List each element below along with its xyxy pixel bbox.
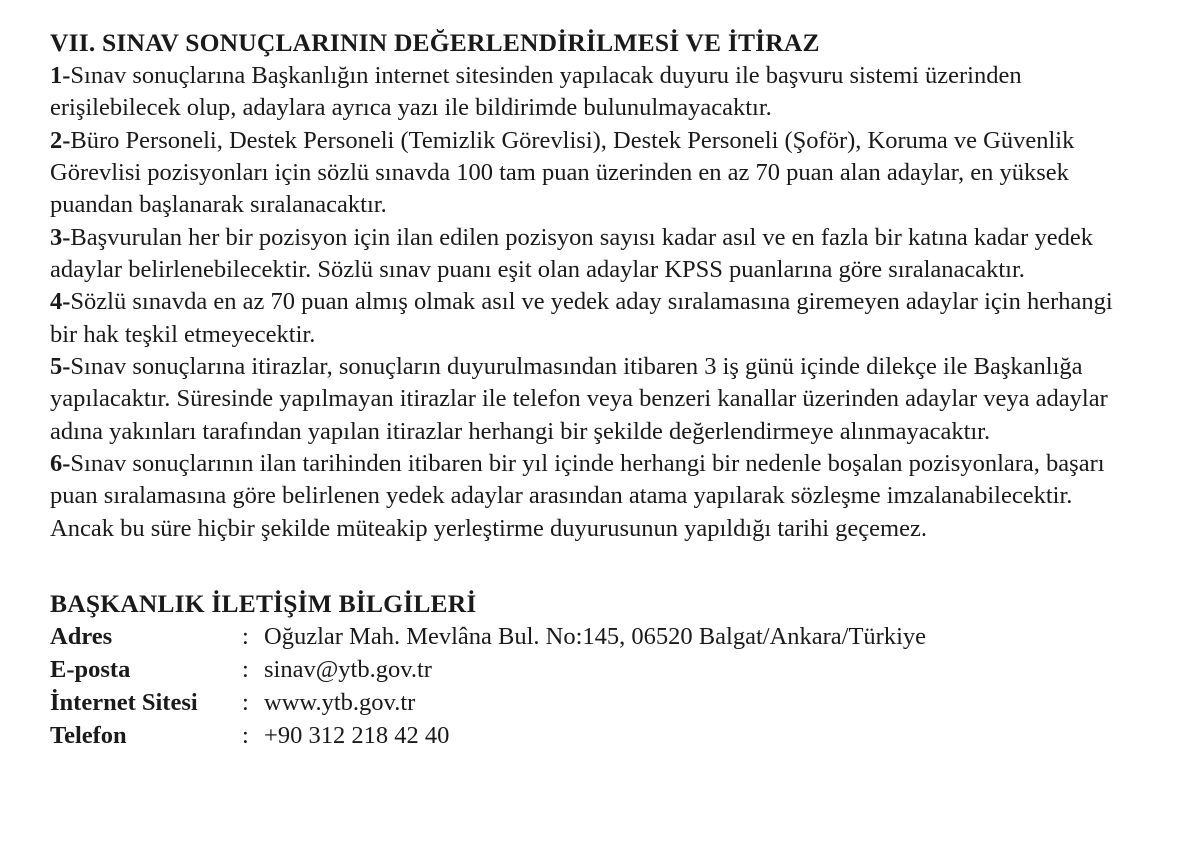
contact-details-table (50, 621, 926, 752)
contact-label-phone: Telefon (50, 721, 127, 749)
paragraph-6-number: 6- (50, 450, 71, 478)
contact-separator: : (242, 688, 249, 716)
paragraph-3-text: Başvurulan her bir pozisyon için ilan edilen pozisyon sayısı kadar asıl ve en fazla bir katına kadar yedek adaylar belirlenebilecektir. Sözlü sınav puanı eşit olan adaylar KPSS puanlarına göre sıralanacaktır. (50, 223, 1093, 284)
paragraph-1-text: Sınav sonuçlarına Başkanlığın internet sitesinden yapılacak duyuru ile başvuru sistemi üzerinden erişilebilecek olup, adaylara ayrıca yazı ile bildirimde bulunulmayacaktır. (50, 62, 1022, 122)
table-row (50, 621, 926, 654)
contact-separator: : (242, 721, 249, 749)
paragraph-3 (50, 222, 1138, 287)
contact-separator: : (242, 655, 249, 683)
contact-label-address: Adres (50, 623, 113, 650)
paragraph-1 (50, 60, 1138, 125)
paragraph-3-number: 3- (50, 223, 71, 251)
contact-label-email: E-posta (50, 655, 131, 683)
paragraph-5-number: 5- (50, 353, 71, 381)
table-row (50, 654, 926, 687)
contact-value-phone: +90 312 218 42 40 (264, 721, 450, 749)
paragraph-6-text: Sınav sonuçlarının ilan tarihinden itibaren bir yıl içinde herhangi bir nedenle boşalan pozisyonlara, başarı puan sıralamasına göre belirlenen yedek adaylar arasından atama yapılarak sözleşme imzalanabilecektir. Ancak bu süre hiçbir şekilde müteakip yerleştirme duyurusunun yapıldığı tarihi geçemez. (50, 450, 1105, 542)
paragraph-6 (50, 448, 1138, 545)
section-heading: VII. SINAV SONUÇLARININ DEĞERLENDİRİLMESİ VE İTİRAZ (50, 28, 820, 57)
table-row (50, 720, 926, 753)
paragraph-2-text: Büro Personeli, Destek Personeli (Temizlik Görevlisi), Destek Personeli (Şoför), Koruma ve Güvenlik Görevlisi pozisyonları için sözlü sınavda 100 tam puan üzerinden en az 70 puan alan adaylar, en yüksek puandan başlanarak sıralanacaktır. (50, 126, 1075, 219)
contact-label-website: İnternet Sitesi (50, 688, 198, 716)
contact-value-email[interactable]: sinav@ytb.gov.tr (264, 655, 432, 683)
contact-separator: : (242, 623, 249, 650)
paragraph-2 (50, 125, 1138, 222)
contact-value-address: Oğuzlar Mah. Mevlâna Bul. No:145, 06520 Balgat/Ankara/Türkiye (264, 623, 927, 650)
paragraph-4-text: Sözlü sınavda en az 70 puan almış olmak asıl ve yedek aday sıralamasına giremeyen adaylar için herhangi bir hak teşkil etmeyecektir. (50, 288, 1113, 348)
paragraph-1-number: 1- (50, 62, 71, 90)
paragraph-5 (50, 351, 1138, 448)
paragraph-2-number: 2- (50, 126, 71, 154)
paragraph-5-text: Sınav sonuçlarına itirazlar, sonuçların duyurulmasından itibaren 3 iş günü içinde dilekçe ile Başkanlığa yapılacaktır. Süresinde yapılmayan itirazlar ile telefon veya benzeri kanallar üzerinden adaylar veya adaylar adına yakınları tarafından yapılan itirazlar herhangi bir şekilde değerlendirmeye alınmayacaktır. (50, 353, 1108, 445)
contact-value-website[interactable]: www.ytb.gov.tr (264, 688, 416, 716)
paragraph-4 (50, 286, 1138, 351)
paragraph-4-number: 4- (50, 288, 71, 316)
contact-heading: BAŞKANLIK İLETİŞİM BİLGİLERİ (50, 589, 477, 618)
table-row (50, 687, 926, 720)
